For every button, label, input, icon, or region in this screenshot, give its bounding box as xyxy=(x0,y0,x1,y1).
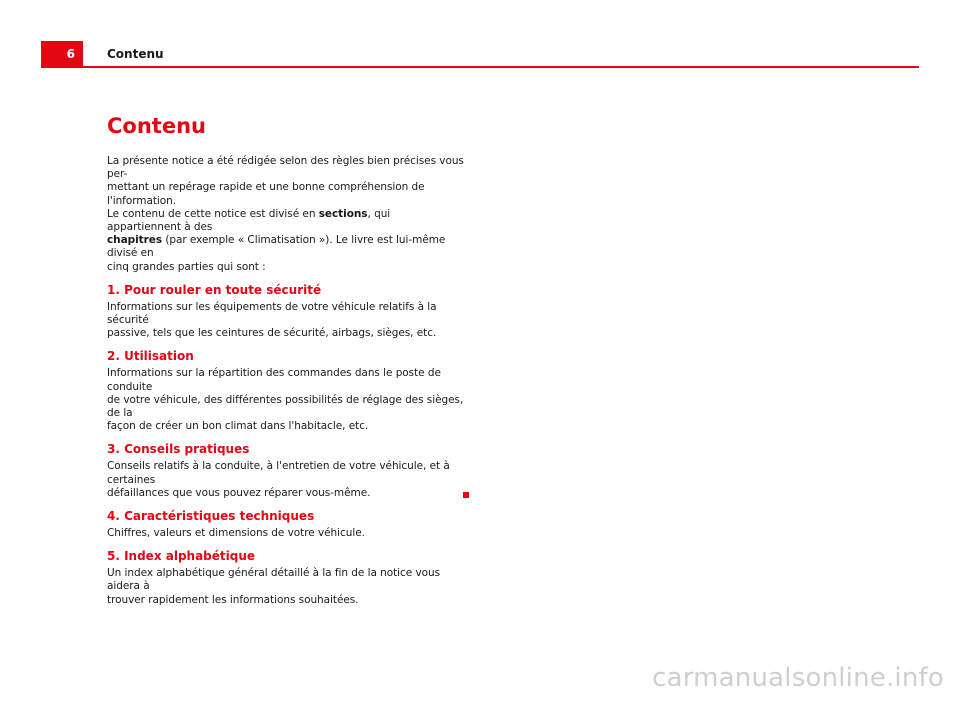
watermark-text: carmanualsonline.info xyxy=(652,663,944,693)
intro-line-4-end: (par exemple « Climatisation »). Le livre est lui-même divisé en xyxy=(107,234,446,260)
section-heading-securite: 1. Pour rouler en toute sécurité xyxy=(107,282,322,297)
section-line: Conseils relatifs à la conduite, à l'entretien de votre véhicule, et à certaines xyxy=(107,460,450,486)
intro-line-3-start: Le contenu de cette notice est divisé en xyxy=(107,207,319,220)
section-heading-utilisation: 2. Utilisation xyxy=(107,349,194,364)
page-title: Contenu xyxy=(107,114,206,138)
section-text-utilisation xyxy=(107,367,467,433)
section-line: Chiffres, valeurs et dimensions de votre véhicule. xyxy=(107,527,365,540)
intro-line-2: mettant un repérage rapide et une bonne compréhension de l'information. xyxy=(107,181,425,207)
section-heading-conseils: 3. Conseils pratiques xyxy=(107,442,250,457)
main-content xyxy=(107,113,467,616)
intro-line-3-end: , qui appartiennent à des xyxy=(107,207,391,234)
section-text-caracteristiques xyxy=(107,527,467,540)
section-line: défaillances que vous pouvez réparer vous-même. xyxy=(107,486,371,499)
keyword-sections: sections xyxy=(318,207,368,220)
section-line: Informations sur la répartition des commandes dans le poste de conduite xyxy=(107,367,441,393)
running-header-title: Contenu xyxy=(107,47,164,61)
keyword-chapitres: chapitres xyxy=(107,234,163,247)
section-text-securite xyxy=(107,301,467,341)
section-text-index xyxy=(107,567,467,607)
section-line: Informations sur les équipements de votre véhicule relatifs à la sécurité xyxy=(107,300,437,327)
intro-line-5: cinq grandes parties qui sont : xyxy=(107,260,266,273)
section-text-conseils xyxy=(107,460,467,500)
section-line: Un index alphabétique général détaillé à la fin de la notice vous aidera à xyxy=(107,567,441,593)
header-divider xyxy=(83,66,919,68)
section-heading-index: 5. Index alphabétique xyxy=(107,549,256,564)
section-line: passive, tels que les ceintures de sécurité, airbags, sièges, etc. xyxy=(107,327,437,340)
intro-line-1: La présente notice a été rédigée selon des règles bien précises vous per- xyxy=(107,155,464,181)
section-line: de votre véhicule, des différentes possibilités de réglage des sièges, de la xyxy=(107,393,464,420)
section-line: trouver rapidement les informations souhaitées. xyxy=(107,593,359,606)
intro-paragraph xyxy=(107,155,467,274)
section-end-marker xyxy=(463,492,469,498)
page-number: 6 xyxy=(41,41,83,68)
section-heading-caracteristiques: 4. Caractéristiques techniques xyxy=(107,509,315,524)
section-line: façon de créer un bon climat dans l'habitacle, etc. xyxy=(107,420,369,433)
